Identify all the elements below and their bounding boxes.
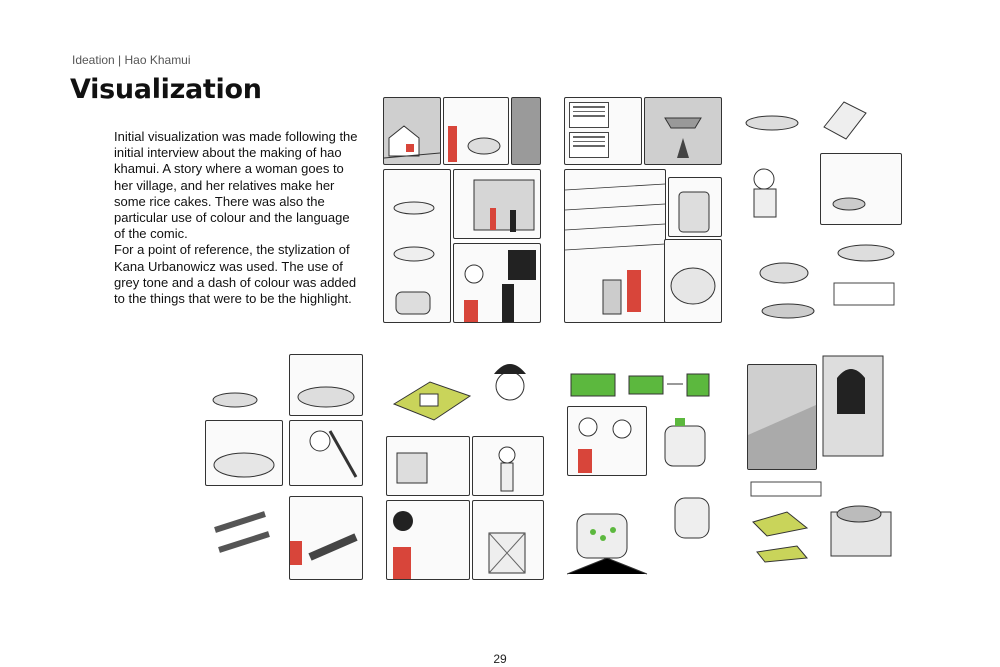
comic-page-6 [567, 354, 723, 578]
comic-panel [205, 420, 283, 486]
comic-panel [472, 500, 544, 580]
comic-panel [386, 354, 542, 432]
comic-page-2 [564, 97, 720, 321]
comic-panel [744, 97, 900, 157]
comic-panel [383, 97, 441, 165]
comic-panel [289, 354, 363, 416]
comic-panel [383, 169, 451, 323]
comic-panel [664, 239, 722, 323]
breadcrumb: Ideation | Hao Khamui [72, 53, 191, 67]
comic-panel [386, 500, 470, 580]
comic-panel [564, 97, 642, 165]
comic-panel [744, 227, 900, 321]
comic-panel [649, 406, 723, 474]
comic-panel [564, 169, 666, 323]
comic-page-5 [386, 354, 542, 578]
comic-panel [567, 406, 647, 476]
comic-page-7 [747, 354, 903, 578]
description-text [114, 129, 364, 307]
paragraph-1: Initial visualization was made following the initial interview about the making of hao khamui. A story where a woman goes to her village, and her relatives make her some rice cakes. There was also the particular use of colour and the language of the comic. [114, 129, 358, 242]
comic-page-3 [744, 97, 900, 321]
comic-panel [567, 478, 723, 578]
comic-panel [289, 420, 363, 486]
comic-panel [386, 436, 470, 496]
comic-panel [289, 496, 363, 580]
comic-panel [644, 97, 722, 165]
comic-panel [820, 153, 902, 225]
comic-panel [747, 472, 903, 578]
comic-panel [453, 243, 541, 323]
comic-panel [744, 159, 820, 221]
comic-panel [205, 354, 281, 414]
comic-panel [668, 177, 722, 237]
comic-panel [443, 97, 509, 165]
comic-panel [747, 364, 817, 470]
comic-page-4 [205, 354, 361, 578]
paragraph-2: For a point of reference, the stylization of Kana Urbanowicz was used. The use of grey tone and a dash of colour was added to the things that were to be the highlight. [114, 242, 357, 307]
page-number: 29 [493, 652, 507, 666]
comic-panel [511, 97, 541, 165]
comic-panel [205, 490, 281, 578]
comic-page-1 [383, 97, 539, 321]
comic-panel [819, 354, 903, 464]
comic-panel [453, 169, 541, 239]
page-title: Visualization [70, 74, 262, 105]
comic-panel [472, 436, 544, 496]
comic-panel [567, 354, 723, 402]
